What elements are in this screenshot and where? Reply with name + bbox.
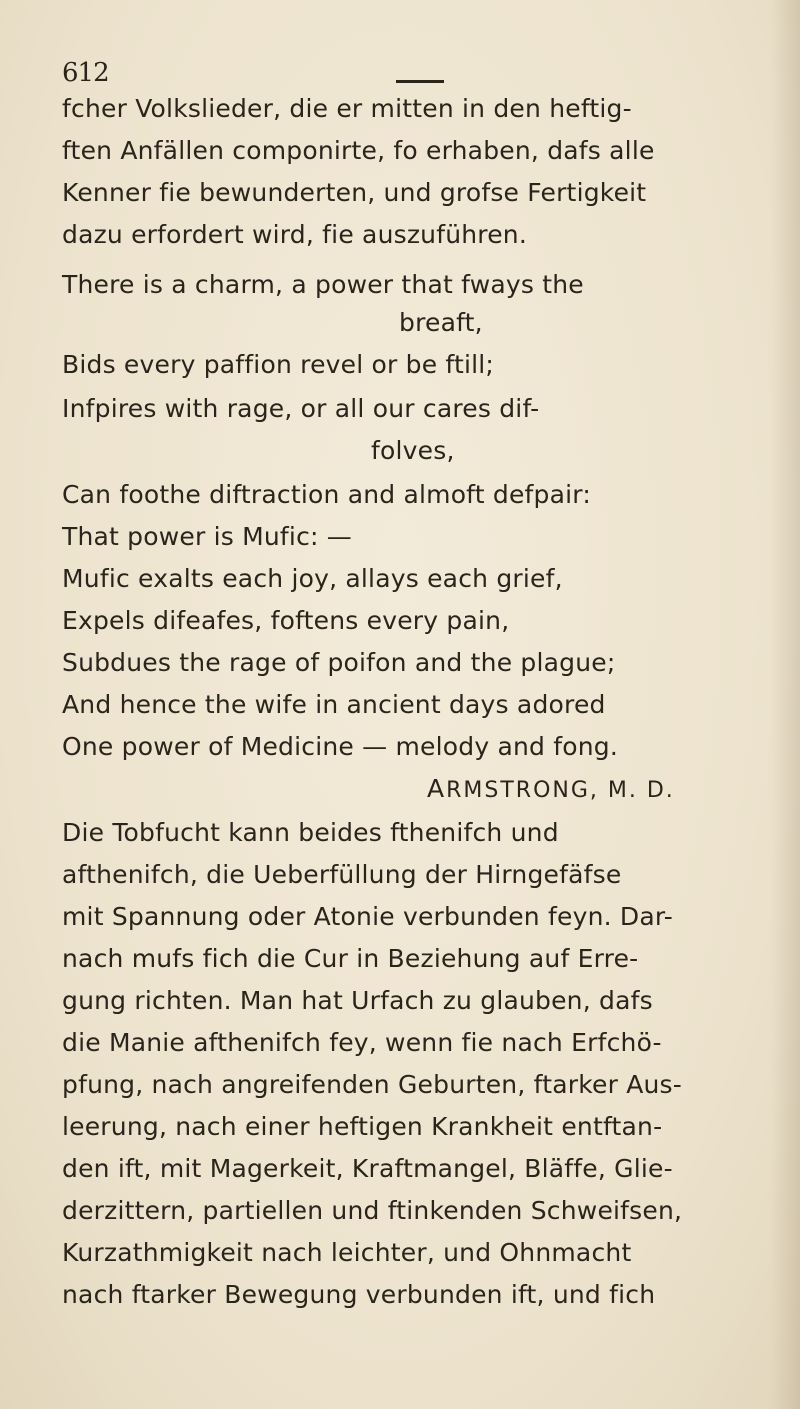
prose-line: ften Anfällen componirte, fo erhaben, dafs alle [62,136,655,165]
prose-line: gung richten. Man hat Urfach zu glauben, dafs [62,986,653,1015]
verse-line: One power of Medicine — melody and fong. [62,732,619,761]
attribution-initial: A [427,774,447,803]
verse-line: And hence the wife in ancient days adored [62,690,606,719]
verse-line: Infpires with rage, or all our cares dif- [62,394,540,423]
header-rule [396,80,444,83]
verse-line: folves, [371,436,455,465]
prose-line: Kenner fie bewunderten, und grofse Fertigkeit [62,178,647,207]
prose-line: afthenifch, die Ueberfüllung der Hirngefäfse [62,860,622,889]
verse-line: breaft, [399,308,483,337]
attribution-name: RMSTRONG, [446,778,599,803]
attribution-degree: M. D. [607,778,675,803]
page-number: 612 [62,58,109,88]
verse-line: There is a charm, a power that fways the [62,270,584,299]
prose-line: fcher Volkslieder, die er mitten in den heftig- [62,94,632,123]
prose-line: nach ftarker Bewegung verbunden ift, und fich [62,1280,656,1309]
prose-line: Die Tobfucht kann beides fthenifch und [62,818,559,847]
prose-line: die Manie afthenifch fey, wenn fie nach Erfchö- [62,1028,662,1057]
page-edge-shadow [770,0,800,1409]
prose-line: den ift, mit Magerkeit, Kraftmangel, Bläffe, Glie- [62,1154,673,1183]
prose-line: mit Spannung oder Atonie verbunden feyn. Dar- [62,902,673,931]
prose-line: dazu erfordert wird, fie auszuführen. [62,220,527,249]
poem-attribution [427,774,675,803]
verse-line: Subdues the rage of poifon and the plague; [62,648,616,677]
prose-line: derzittern, partiellen und ftinkenden Schweifsen, [62,1196,683,1225]
verse-line: That power is Mufic: — [62,522,352,551]
verse-line: Can foothe diftraction and almoft defpair: [62,480,591,509]
prose-line: pfung, nach angreifenden Geburten, ftarker Aus- [62,1070,682,1099]
prose-line: nach mufs fich die Cur in Beziehung auf Erre- [62,944,639,973]
verse-line: Expels difeafes, foftens every pain, [62,606,510,635]
prose-line: Kurzathmigkeit nach leichter, und Ohnmacht [62,1238,632,1267]
prose-line: leerung, nach einer heftigen Krankheit entftan- [62,1112,663,1141]
verse-line: Mufic exalts each joy, allays each grief, [62,564,563,593]
verse-line: Bids every paffion revel or be ftill; [62,350,495,379]
